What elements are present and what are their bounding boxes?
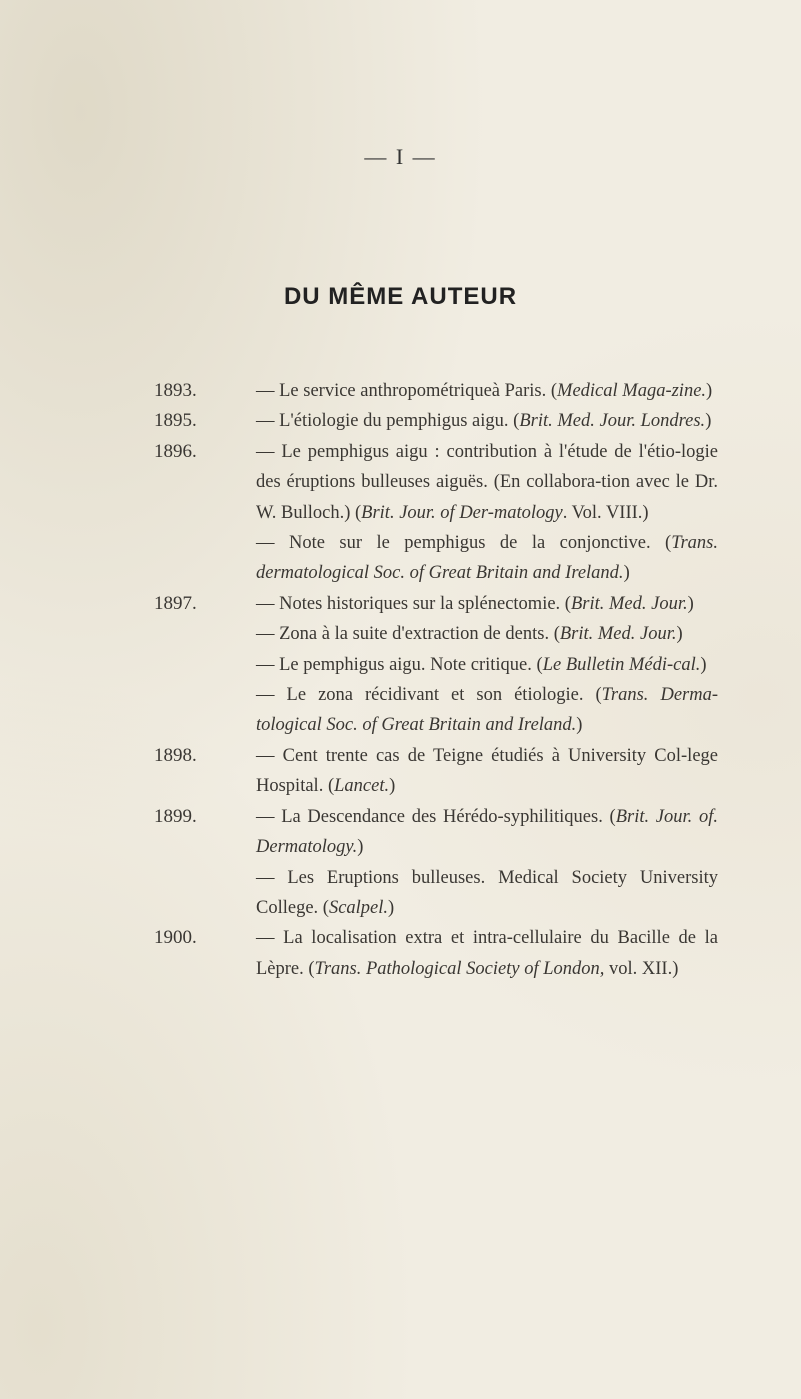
entry-text: La localisation extra et intra-cellulaire du Bacille de la Lèpre. ( bbox=[256, 928, 719, 979]
list-item bbox=[158, 528, 718, 589]
entry-dash: — bbox=[256, 441, 275, 462]
list-item bbox=[154, 802, 719, 863]
entry-tail: ) bbox=[357, 837, 364, 858]
entry-dash: — bbox=[256, 806, 275, 827]
entry-tail: ) bbox=[687, 593, 694, 614]
entry-text: Le pemphigus aigu. Note critique. ( bbox=[279, 654, 543, 675]
entry-dash: — bbox=[256, 381, 275, 401]
entry-year: 1896. bbox=[154, 440, 197, 462]
entry-text: Les Eruptions bulleuses. Medical Society University College. ( bbox=[256, 867, 718, 918]
entry-dash: — bbox=[256, 411, 275, 432]
entry-text: La Descendance des Hérédo-syphilitiques. ( bbox=[281, 806, 616, 827]
entry-year: 1900. bbox=[154, 927, 197, 949]
entry-dash: — bbox=[256, 654, 275, 675]
entry-text: Le zona récidivant et son étiologie. ( bbox=[286, 685, 602, 706]
entry-dash: — bbox=[256, 745, 275, 766]
entry-tail: ) bbox=[388, 897, 395, 918]
entry-text: Cent trente cas de Teigne étudiés à University Col-lege Hospital. ( bbox=[256, 745, 718, 797]
entry-source: Trans. Derma-tological Soc. of Great Britain and Ireland. bbox=[256, 685, 718, 736]
bibliography-list bbox=[154, 376, 719, 984]
entry-dash: — bbox=[256, 867, 275, 888]
list-item bbox=[158, 680, 718, 741]
entry-year: 1895. bbox=[154, 410, 197, 432]
entry-text: Notes historiques sur la splénectomie. ( bbox=[279, 593, 571, 614]
page-number: — I — bbox=[364, 144, 437, 169]
entry-tail: vol. XII.) bbox=[604, 958, 679, 979]
entry-source: Trans. Pathological Society of London, bbox=[314, 958, 605, 979]
entry-text: L'étiologie du pemphigus aigu. ( bbox=[279, 411, 520, 432]
entry-tail: ) bbox=[705, 411, 712, 432]
entry-year: 1897. bbox=[154, 592, 197, 614]
list-item bbox=[158, 650, 718, 680]
list-item bbox=[154, 741, 718, 802]
list-item bbox=[154, 437, 719, 528]
list-item bbox=[154, 589, 718, 619]
entry-source: Brit. Med. Jour. Londres. bbox=[519, 411, 706, 432]
entry-dash: — bbox=[256, 685, 275, 706]
entry-tail: ) bbox=[706, 381, 713, 401]
entry-source: Brit. Med. Jour. bbox=[570, 593, 688, 614]
entry-tail: ) bbox=[576, 715, 583, 736]
entry-source: Brit. Jour. of. Dermatology. bbox=[256, 806, 719, 858]
entry-source: Medical Maga-zine. bbox=[557, 381, 707, 401]
entry-text: Zona à la suite d'extraction de dents. ( bbox=[279, 624, 560, 645]
entry-source: Scalpel. bbox=[328, 897, 389, 918]
entry-year: 1893. bbox=[154, 380, 197, 401]
entry-text: Note sur le pemphigus de la conjonctive. ( bbox=[288, 533, 672, 554]
entry-tail: ) bbox=[623, 563, 630, 584]
list-item bbox=[158, 619, 718, 649]
entry-tail: ) bbox=[676, 624, 683, 645]
entry-text: Le service anthropométriqueà Paris. ( bbox=[279, 381, 558, 401]
entry-dash: — bbox=[256, 593, 275, 614]
list-item bbox=[158, 863, 718, 924]
entry-tail: ) bbox=[700, 654, 707, 675]
list-item bbox=[154, 376, 718, 406]
list-item bbox=[154, 406, 718, 436]
entry-text: Le pemphigus aigu : contribution à l'étude de l'étio-logie des éruptions bulleuses aiguës. (En collabora-tion avec le Dr. W. Bulloch.) ( bbox=[256, 441, 719, 523]
entry-source: Brit. Med. Jour. bbox=[559, 624, 677, 645]
entry-source: Le Bulletin Médi-cal. bbox=[542, 654, 701, 675]
entry-source: Lancet. bbox=[334, 776, 390, 797]
entry-year: 1899. bbox=[154, 805, 197, 827]
section-heading: DU MÊME AUTEUR bbox=[283, 283, 518, 310]
entry-dash: — bbox=[256, 928, 275, 949]
list-item bbox=[154, 923, 719, 984]
entry-tail: ) bbox=[389, 776, 396, 797]
entry-source: Trans. dermatological Soc. of Great Britain and Ireland. bbox=[256, 533, 719, 584]
entry-source: Brit. Jour. of Der-matology bbox=[361, 502, 563, 523]
entry-year: 1898. bbox=[154, 744, 197, 766]
entry-tail: . Vol. VIII.) bbox=[562, 502, 649, 523]
entry-dash: — bbox=[256, 533, 275, 554]
entry-dash: — bbox=[256, 624, 275, 645]
